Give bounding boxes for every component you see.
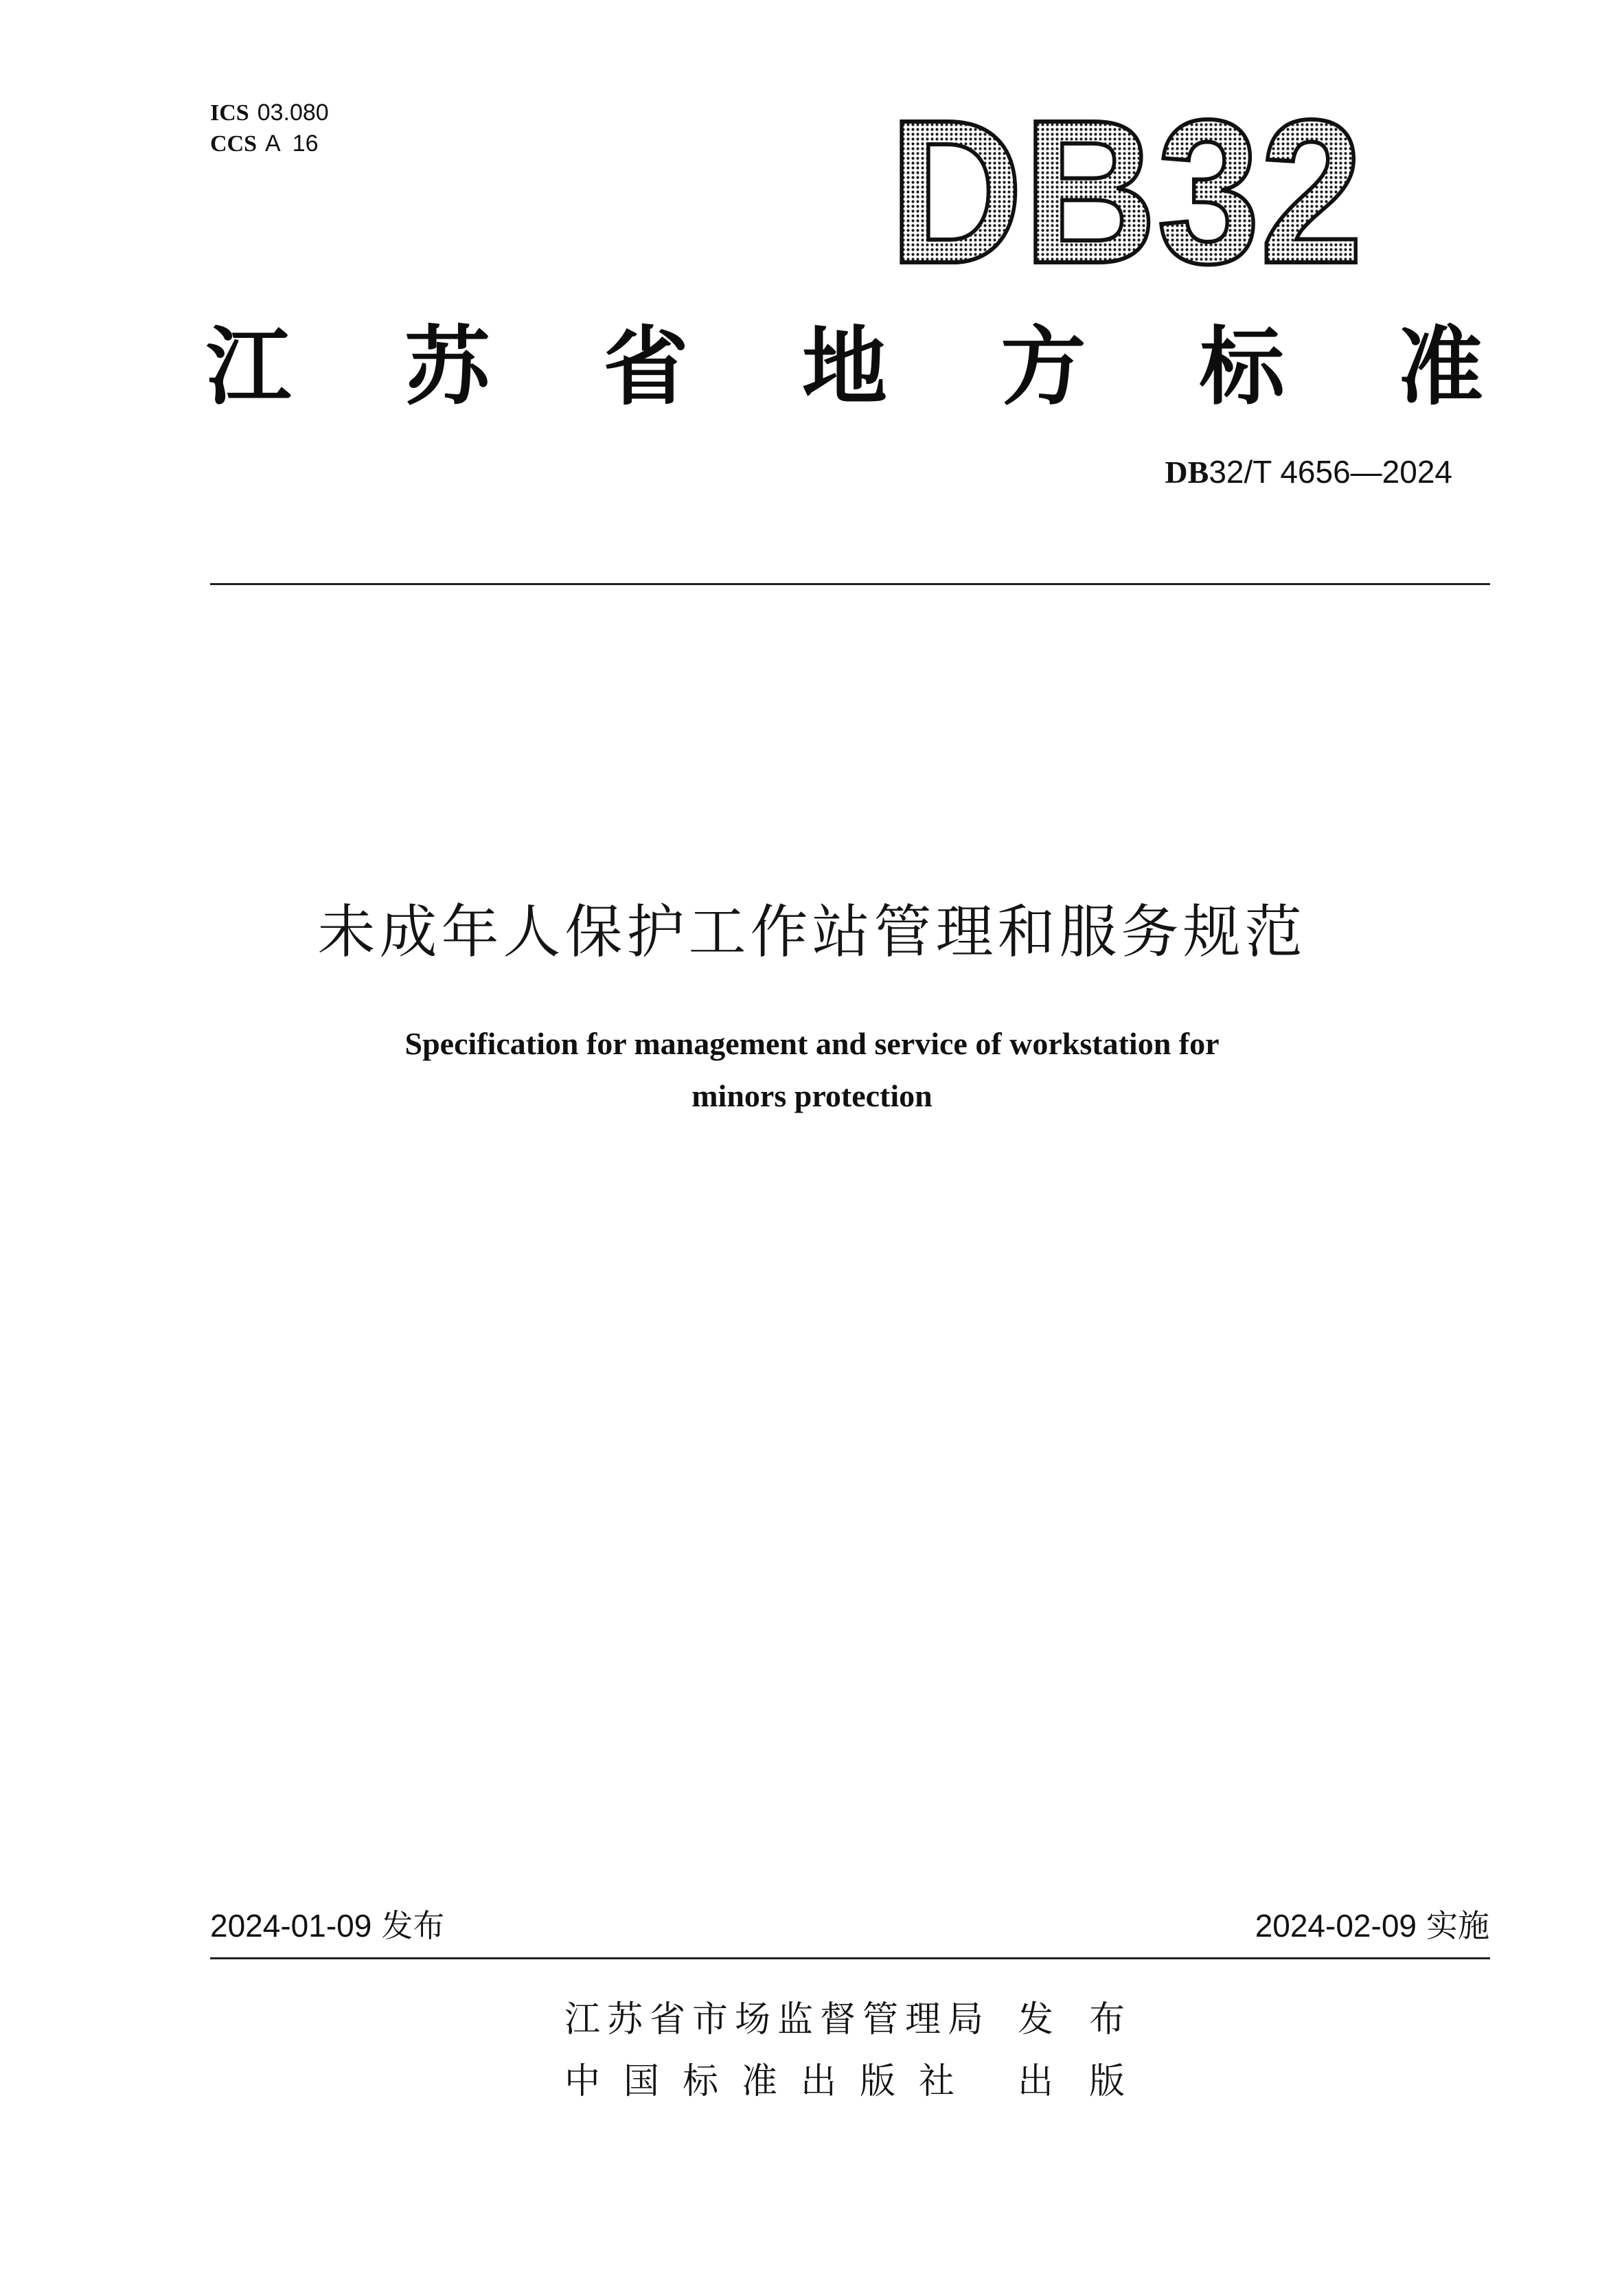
standard-category-char: 方 [1000, 318, 1086, 417]
ics-label: ICS [210, 100, 249, 126]
implement-date-suffix: 实施 [1426, 1907, 1489, 1944]
document-title-en-line-2: minors protection [691, 1078, 933, 1113]
document-title-en-line-1: Specification for management and service of workstation for [404, 1026, 1220, 1061]
standard-mark-graphic [872, 103, 1380, 295]
ccs-value: A 16 [265, 130, 319, 157]
publish-date-suffix: 发布 [381, 1907, 445, 1944]
standard-category-title [206, 316, 1483, 419]
standard-number-rest: 32/T 4656—2024 [1209, 454, 1452, 490]
implement-date-value: 2024-02-09 [1255, 1908, 1417, 1944]
ics-value: 03.080 [257, 100, 329, 126]
publish-date-value: 2024-01-09 [210, 1908, 372, 1944]
standard-number [1165, 453, 1452, 490]
issuer-role-2: 出版 [1018, 2060, 1161, 2102]
issuer-role-1: 发布 [1018, 1998, 1161, 2040]
document-title-cn: 未成年人保护工作站管理和服务规范 [317, 898, 1307, 966]
standard-category-char: 省 [603, 318, 689, 417]
issuer-row-1 [564, 1992, 1182, 2040]
issuer-name-1: 江苏省市场监督管理局 [564, 1998, 991, 2040]
ccs-code [210, 128, 329, 159]
classification-codes [210, 98, 329, 159]
standard-category-char: 地 [801, 318, 887, 417]
standard-category-char: 苏 [404, 318, 490, 417]
standard-category-char: 标 [1199, 318, 1285, 417]
standard-category-char: 江 [206, 318, 292, 417]
standard-mark-text: DB32 [889, 103, 1363, 295]
ccs-label: CCS [210, 131, 258, 157]
standard-category-char: 准 [1397, 318, 1483, 417]
document-title-en [0, 1018, 1624, 1122]
standard-number-prefix: DB [1165, 455, 1209, 490]
issuer-name-2: 中国标准出版社 [564, 2060, 979, 2102]
header-divider [210, 583, 1490, 585]
implement-date [1255, 1901, 1489, 1946]
issuer-row-2 [564, 2053, 1182, 2102]
footer-divider [210, 1957, 1490, 1959]
publish-date [210, 1901, 444, 1946]
standard-mark-logo [872, 103, 1380, 295]
ics-code [210, 98, 329, 128]
